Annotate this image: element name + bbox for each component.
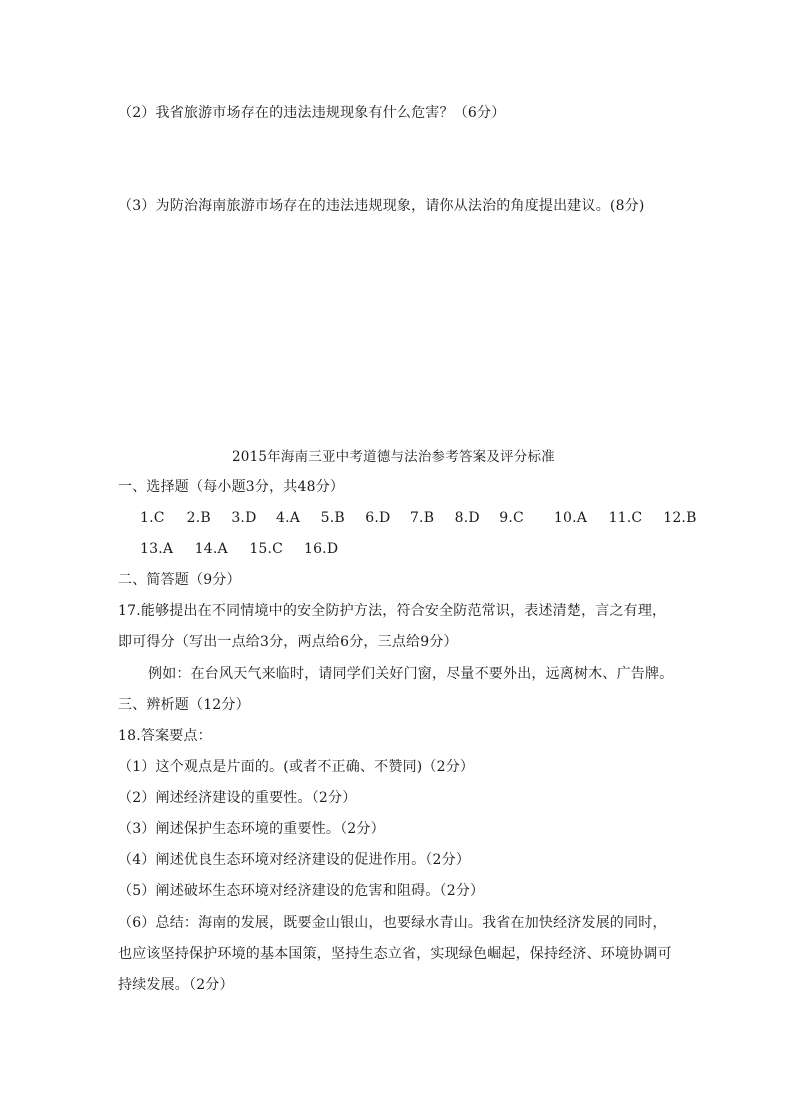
answer-key-title: 2015年海南三亚中考道德与法治参考答案及评分标准 [232,449,555,465]
mcq-answer: 5.B [320,510,345,526]
q18-point-5: （5）阐述破坏生态环境对经济建设的危害和阻碍。（2分） [118,883,485,899]
mcq-answer: 3.D [231,510,257,526]
section-3-heading: 三、辨析题（12分） [118,697,250,713]
q18-point-6-line-2: 也应该坚持保护环境的基本国策，坚持生态立省，实现绿色崛起，保持经济、环境协调可 [118,946,672,962]
question-2: （2）我省旅游市场存在的违法违规现象有什么危害？（6分） [118,105,506,121]
mcq-answer: 7.B [409,510,435,526]
q17-example: 例如：在台风天气来临时，请同学们关好门窗，尽量不要外出，远离树木、广告牌。 [148,666,674,682]
q18-point-6-line-1: （6）总结：海南的发展，既要金山银山，也要绿水青山。我省在加快经济发展的同时， [118,915,667,931]
mcq-answer: 13.A [140,541,174,557]
q17-answer-line-1: 17.能够提出在不同情境中的安全防护方法，符合安全防范常识，表述清楚，言之有理， [118,603,667,619]
q18-point-6-line-3: 持续发展。（2分） [118,977,234,993]
q18-intro: 18.答案要点： [118,728,212,744]
mcq-answers-row-2 [140,539,354,559]
q18-point-4: （4）阐述优良生态环境对经济建设的促进作用。（2分） [118,852,471,868]
section-1-heading: 一、选择题（每小题3分，共48分） [118,479,345,495]
mcq-answer: 12.B [663,510,697,526]
section-2-heading: 二、简答题（9分） [118,572,241,588]
mcq-answer: 11.C [608,510,643,526]
mcq-answer: 6.D [365,510,391,526]
mcq-answer: 8.D [454,510,480,526]
q17-answer-line-2: 即可得分（写出一点给3分，两点给6分，三点给9分） [118,634,458,650]
mcq-answer: 10.A [553,510,588,526]
mcq-answer: 15.C [249,541,284,557]
mcq-answer: 4.A [275,510,301,526]
mcq-answer: 9.C [499,510,524,526]
mcq-answer: 2.B [186,510,211,526]
q18-point-2: （2）阐述经济建设的重要性。（2分） [118,790,357,806]
mcq-answers-row-1 [140,508,709,528]
q18-point-1: （1）这个观点是片面的。(或者不正确、不赞同)（2分） [118,759,475,775]
mcq-answer: 14.A [194,541,228,557]
q18-point-3: （3）阐述保护生态环境的重要性。（2分） [118,821,385,837]
question-3: （3）为防治海南旅游市场存在的违法违规现象，请你从法治的角度提出建议。(8分) [118,198,645,214]
mcq-answer: 1.C [140,510,165,526]
mcq-answer: 16.D [303,541,339,557]
